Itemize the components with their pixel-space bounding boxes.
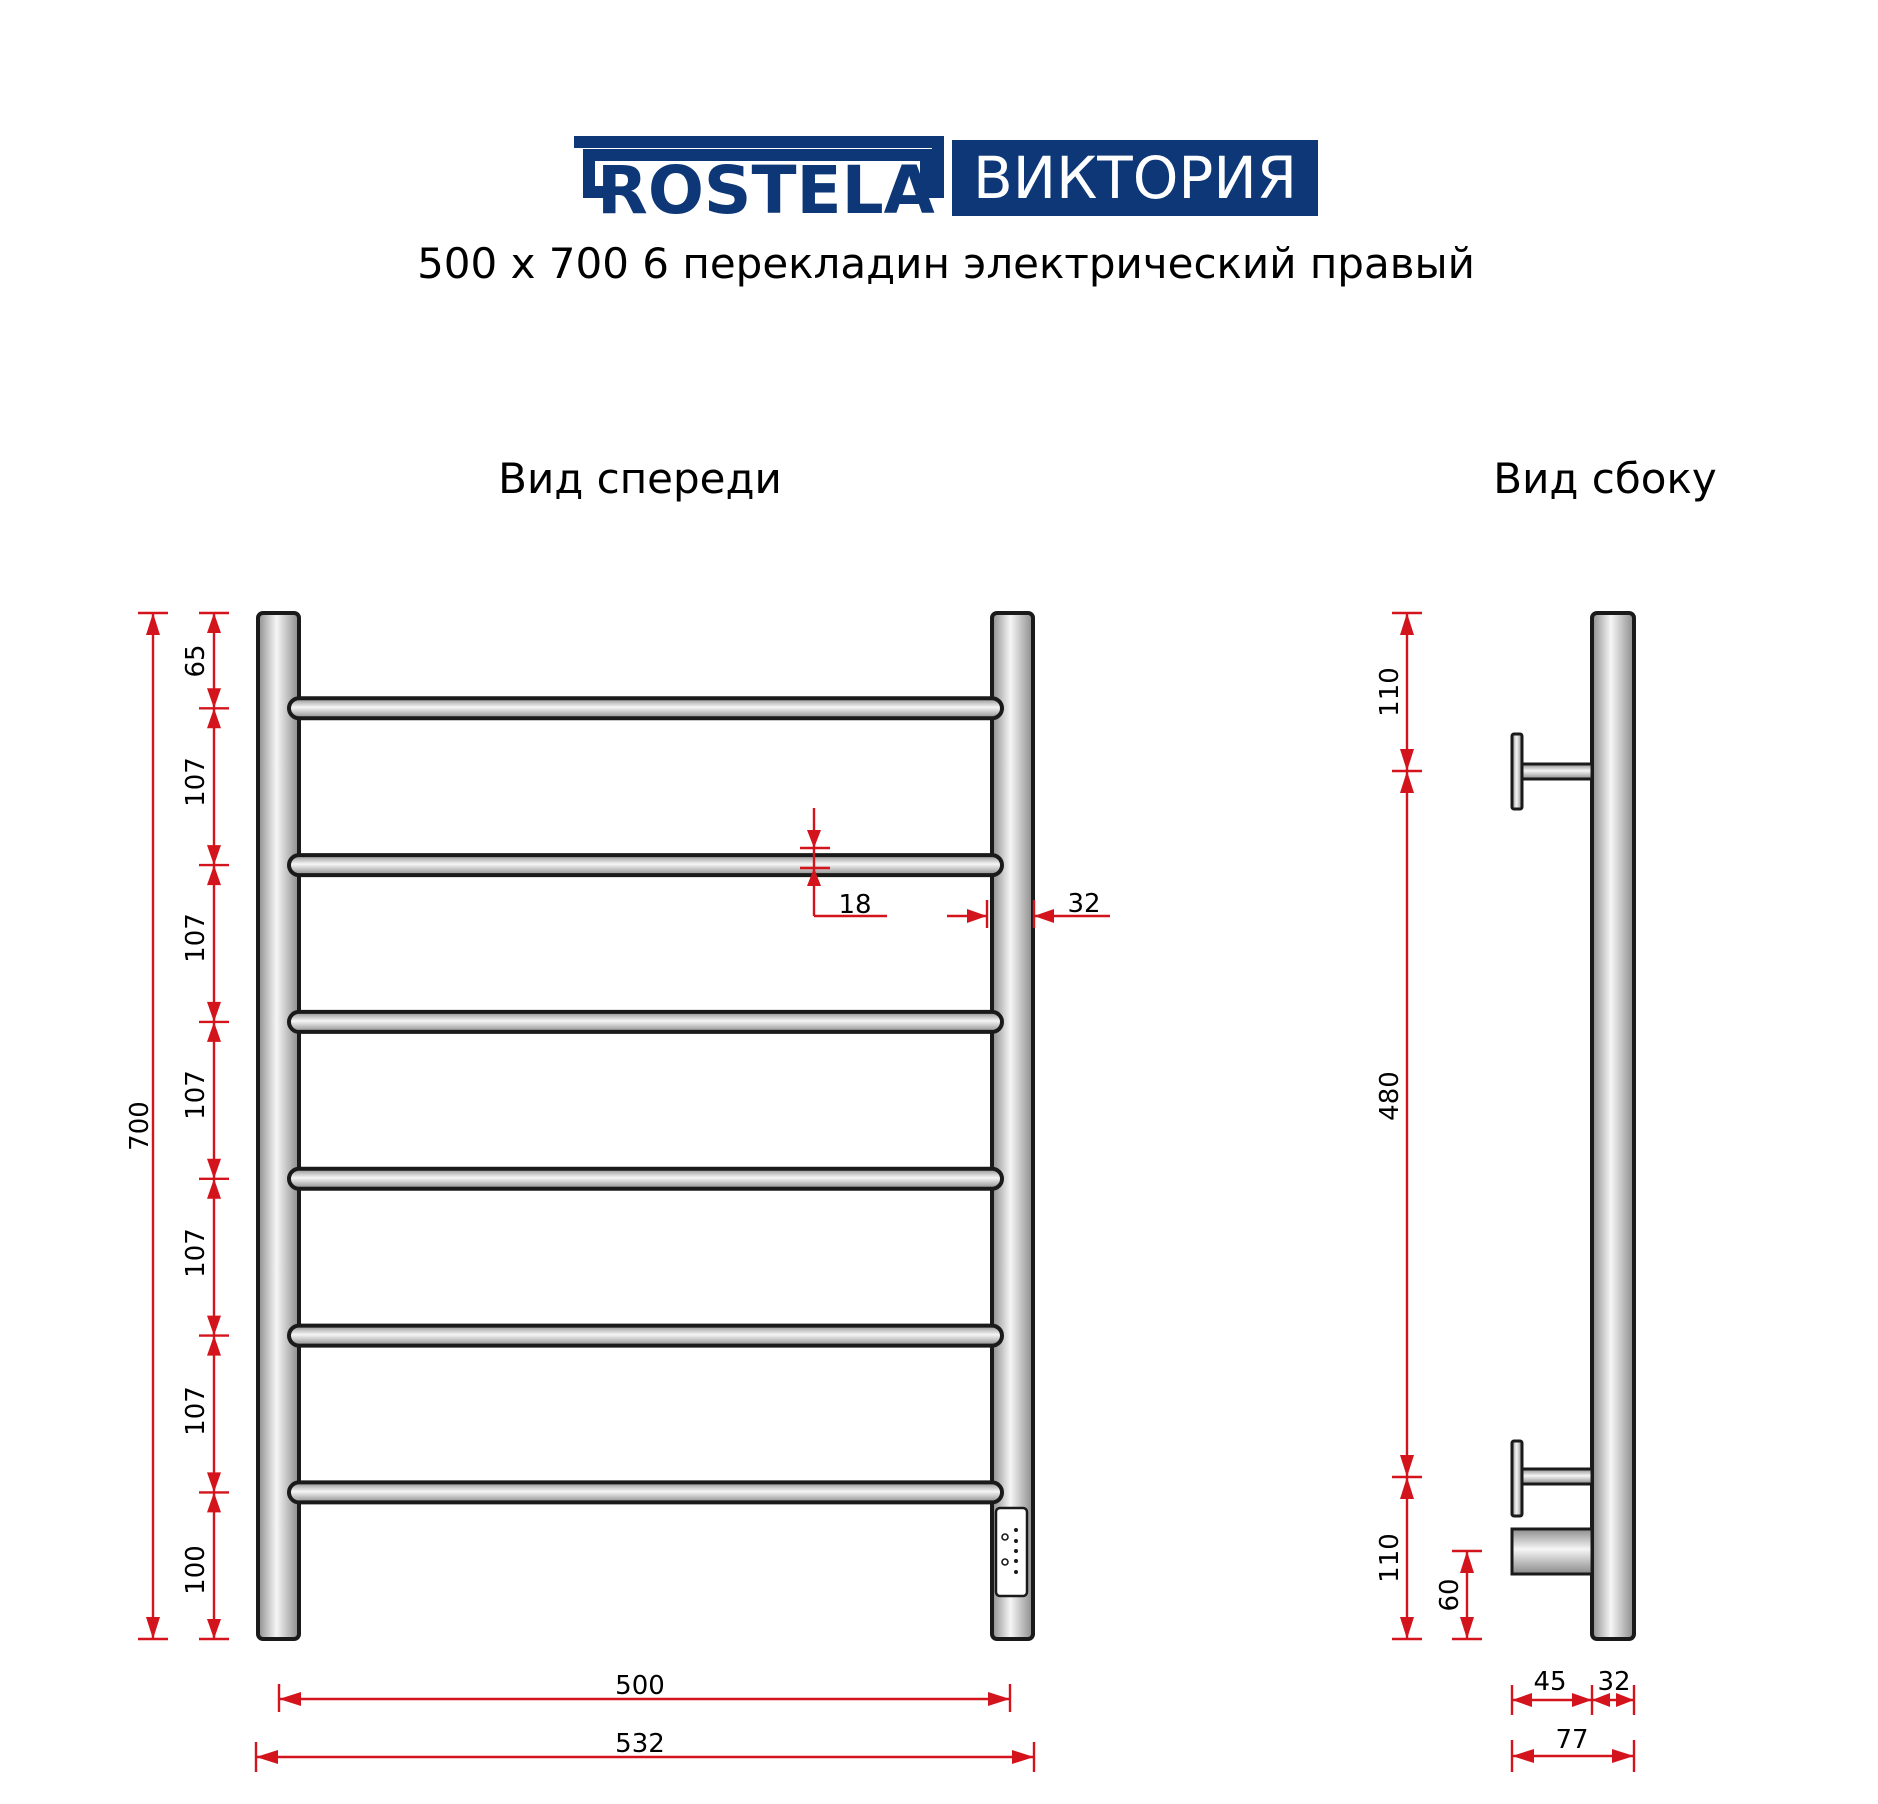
lower-mount-rod xyxy=(1522,1469,1592,1484)
dim-pipe-diameter: 32 xyxy=(1067,889,1101,919)
front-view-rail xyxy=(258,613,1033,1639)
dim-rung-spacing-5: 107 xyxy=(181,1386,211,1436)
side-pipe xyxy=(1592,613,1634,1639)
product-subtitle: 500 x 700 6 перекладин электрический правый xyxy=(417,239,1475,288)
upper-wall-flange xyxy=(1512,734,1522,809)
dim-bottom-offset: 100 xyxy=(181,1545,211,1595)
dim-top-offset: 65 xyxy=(181,644,211,678)
dim-width-axis: 500 xyxy=(615,1671,665,1701)
side-view-title: Вид сбоку xyxy=(1493,454,1717,503)
upper-mount-rod xyxy=(1522,764,1592,779)
dim-height-total: 700 xyxy=(125,1101,155,1151)
brand-name: ROSTELA xyxy=(597,152,935,229)
dim-rung-spacing-3: 107 xyxy=(181,1070,211,1120)
dim-rung-spacing-1: 107 xyxy=(181,757,211,807)
dim-depth-total: 77 xyxy=(1555,1725,1589,1755)
dim-width-total: 532 xyxy=(615,1729,665,1759)
rung-2 xyxy=(289,855,1002,875)
model-badge xyxy=(952,140,1318,216)
heating-control-icon xyxy=(996,1508,1027,1596)
heater-block xyxy=(1512,1529,1592,1574)
dim-mount-spacing: 480 xyxy=(1375,1071,1405,1121)
rung-6 xyxy=(289,1482,1002,1502)
dim-rung-spacing-2: 107 xyxy=(181,913,211,963)
rung-1 xyxy=(289,698,1002,718)
rung-3 xyxy=(289,1012,1002,1032)
brand-logo xyxy=(574,142,938,229)
dim-heater-height: 60 xyxy=(1435,1578,1465,1612)
rungs xyxy=(289,698,1002,1502)
lower-wall-flange xyxy=(1512,1441,1522,1516)
front-view-title: Вид спереди xyxy=(498,454,782,503)
rung-5 xyxy=(289,1326,1002,1346)
dim-rung-spacing-4: 107 xyxy=(181,1228,211,1278)
dim-mount-depth: 45 xyxy=(1533,1667,1567,1697)
dim-side-top-offset: 110 xyxy=(1375,667,1405,717)
rung-4 xyxy=(289,1169,1002,1189)
model-name: ВИКТОРИЯ xyxy=(972,144,1298,212)
side-view-rail xyxy=(1512,613,1634,1639)
dim-rung-diameter: 18 xyxy=(838,890,872,920)
dim-side-bottom-offset: 110 xyxy=(1375,1533,1405,1583)
dim-side-pipe-diameter: 32 xyxy=(1597,1667,1631,1697)
